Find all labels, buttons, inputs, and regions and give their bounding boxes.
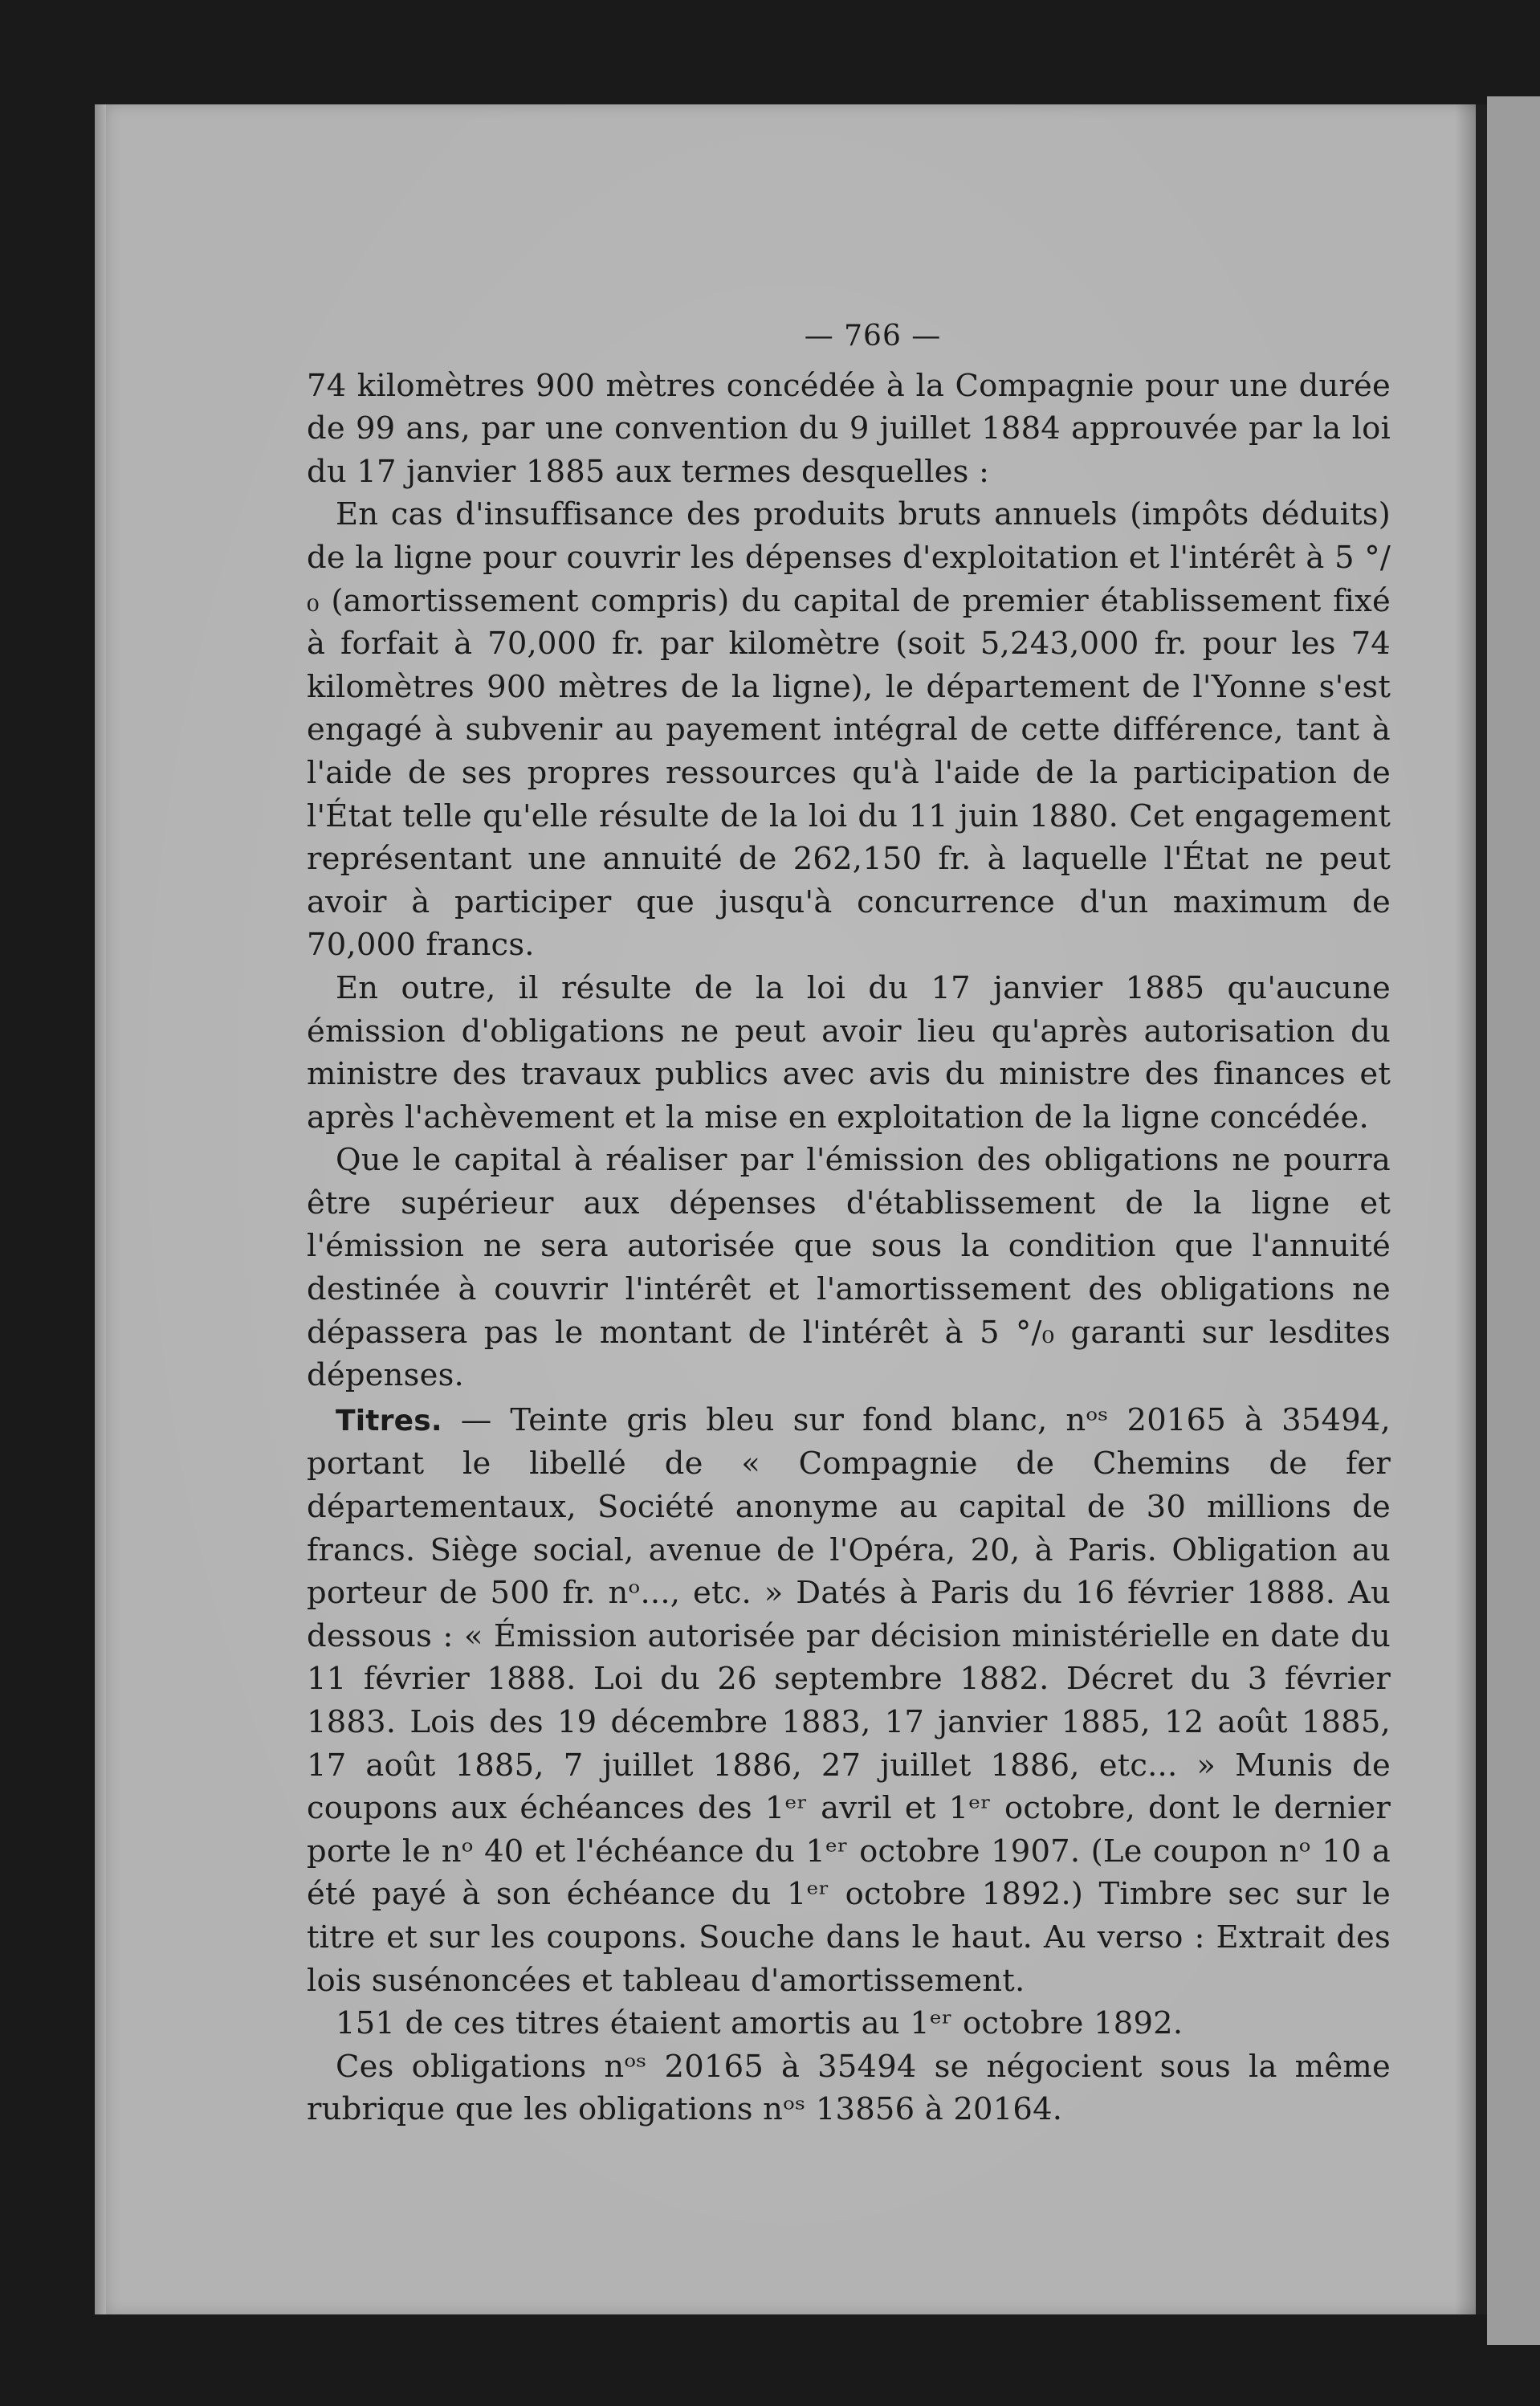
page-left-edge <box>95 104 106 2314</box>
paragraph-6: 151 de ces titres étaient amortis au 1ᵉʳ octobre 1892. <box>336 2005 1184 2042</box>
paragraph-7: Ces obligations nᵒˢ 20165 à 35494 se négocient sous la même rubrique que les obligations nᵒˢ 13856 à 20164. <box>307 2048 1391 2128</box>
paragraph-2: En cas d'insuffisance des produits bruts annuels (impôts déduits) de la ligne pour couvrir les dépenses d'exploitation et l'intérêt à 5 °/₀ (amortissement compris) du capital de premier établissement fixé à forfait à 70,000 fr. par kilomètre (soit 5,243,000 fr. pour les 74 kilomètres 900 mètres de la ligne), le département de l'Yonne s'est engagé à subvenir au payement intégral de cette différence, tant à l'aide de ses propres ressources qu'à l'aide de la participation de l'État telle qu'elle résulte de la loi du 11 juin 1880. Cet engagement représentant une annuité de 262,150 fr. à laquelle l'État ne peut avoir à participer que jusqu'à concurrence d'un maximum de 70,000 francs. <box>307 496 1391 964</box>
paragraph-4: Que le capital à réaliser par l'émission des obligations ne pourra être supérieur aux dépenses d'établissement de la ligne et l'émission ne sera autorisée que sous la condition que l'annuité destinée à couvrir l'intérêt et l'amortissement des obligations ne dépassera pas le montant de l'intérêt à 5 °/₀ garanti sur lesdites dépenses. <box>307 1142 1391 1394</box>
paragraph-3: En outre, il résulte de la loi du 17 janvier 1885 qu'aucune émission d'obligations ne peut avoir lieu qu'après autorisation du ministre des travaux publics avec avis du ministre des finances et après l'achèvement et la mise en exploitation de la ligne concédée. <box>307 969 1391 1136</box>
binding-shadow <box>1476 104 1487 2314</box>
titres-runin-heading: Titres. <box>336 1404 442 1437</box>
adjacent-page-strip <box>1487 96 1540 2345</box>
page-text-block <box>307 315 1391 2131</box>
titres-body: — Teinte gris bleu sur fond blanc, nᵒˢ 20165 à 35494, portant le libellé de « Compagnie de Chemins de fer départementaux, Société anonyme au capital de 30 millions de francs. Siège social, avenue de l'Opéra, 20, à Paris. Obligation au porteur de 500 fr. nᵒ..., etc. » Datés à Paris du 16 février 1888. Au dessous : « Émission autorisée par décision ministérielle en date du 11 février 1888. Loi du 26 septembre 1882. Décret du 3 février 1883. Lois des 19 décembre 1883, 17 janvier 1885, 12 août 1885, 17 août 1885, 7 juillet 1886, 27 juillet 1886, etc... » Munis de coupons aux échéances des 1ᵉʳ avril et 1ᵉʳ octobre, dont le dernier porte le nᵒ 40 et l'échéance du 1ᵉʳ octobre 1907. (Le coupon nᵒ 10 a été payé à son échéance du 1ᵉʳ octobre 1892.) Timbre sec sur le titre et sur les coupons. Souche dans le haut. Au verso : Extrait des lois susénoncées et tableau d'amortissement. <box>307 1401 1391 1999</box>
paragraph-1: 74 kilomètres 900 mètres concédée à la Compagnie pour une durée de 99 ans, par une convention du 9 juillet 1884 approuvée par la loi du 17 janvier 1885 aux termes desquelles : <box>307 367 1391 490</box>
paragraph-5-titres <box>307 1399 1391 2002</box>
page-number: — 766 — <box>804 320 942 353</box>
